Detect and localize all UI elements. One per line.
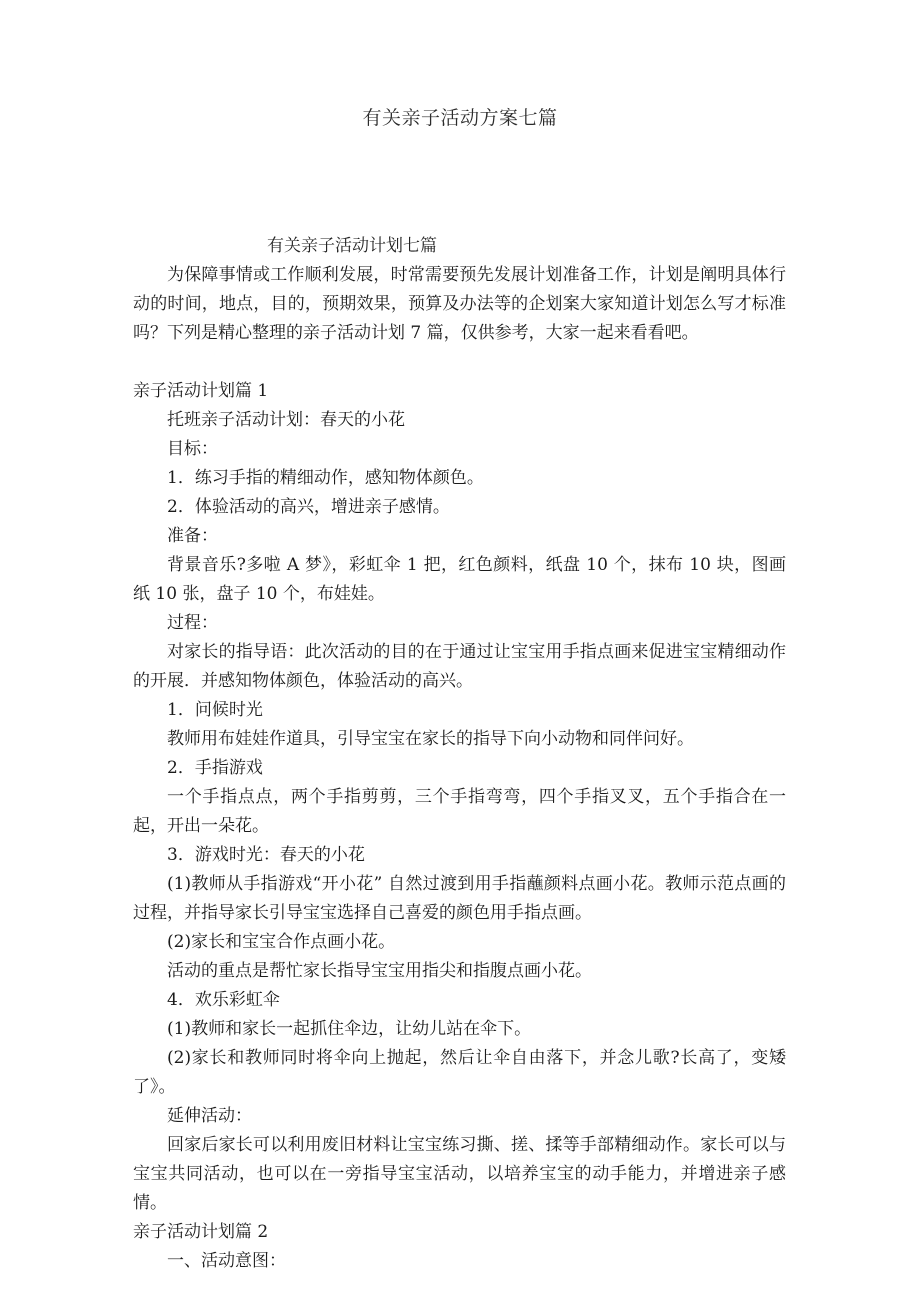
section-1-line-5: 准备： <box>167 526 218 546</box>
section-1-line-4: 2．体验活动的高兴，增进亲子感情。 <box>167 497 450 517</box>
section-1-line-9: 1．问候时光 <box>167 700 263 720</box>
section-1-line-6: 背景音乐?多啦 A 梦》，彩虹伞 1 把，红色颜料，纸盘 10 个，抹布 10 块，图画纸 10 张，盘子 10 个，布娃娃。 <box>133 555 786 604</box>
section-1-line-16: 活动的重点是帮忙家长指导宝宝用指尖和指腹点画小花。 <box>167 961 592 981</box>
intro-paragraph: 为保障事情或工作顺利发展，时常需要预先发展计划准备工作，计划是阐明具体行动的时间，地点，目的，预期效果，预算及办法等的企划案大家知道计划怎么写才标准吗？下列是精心整理的亲子活动计划 7 篇，仅供参考，大家一起来看看吧。 <box>133 265 786 343</box>
section-1-line-1: 托班亲子活动计划：春天的小花 <box>167 410 405 430</box>
section-1-line-18: (1)教师和家长一起抓住伞边，让幼儿站在伞下。 <box>167 1019 532 1039</box>
section-1-line-12: 一个手指点点，两个手指剪剪，三个手指弯弯，四个手指叉叉，五个手指合在一起，开出一朵花。 <box>133 787 786 836</box>
section-1-line-14: (1)教师从手指游戏“开小花” 自然过渡到用手指蘸颜料点画小花。教师示范点画的过程，并指导家长引导宝宝选择自己喜爱的颜色用手指点画。 <box>133 874 786 923</box>
page-title: 有关亲子活动方案七篇 <box>362 107 558 129</box>
document-body <box>133 232 786 1276</box>
document-subtitle: 有关亲子活动计划七篇 <box>267 236 437 256</box>
section-1-line-2: 目标： <box>167 439 218 459</box>
section-spacer <box>133 348 786 377</box>
section-1-line-20: 延伸活动： <box>167 1106 252 1126</box>
section-2-line-1: 一、活动意图： <box>167 1251 286 1271</box>
section-1-line-8: 对家长的指导语：此次活动的目的在于通过让宝宝用手指点画来促进宝宝精细动作的开展．并感知物体颜色，体验活动的高兴。 <box>133 642 786 691</box>
section-1-line-13: 3．游戏时光：春天的小花 <box>167 845 365 865</box>
section-heading-1: 亲子活动计划篇 1 <box>133 381 269 401</box>
section-1-line-15: (2)家长和宝宝合作点画小花。 <box>167 932 396 952</box>
section-1-line-3: 1．练习手指的精细动作，感知物体颜色。 <box>167 468 484 488</box>
section-1-line-10: 教师用布娃娃作道具，引导宝宝在家长的指导下向小动物和同伴问好。 <box>167 729 694 749</box>
section-1-line-21: 回家后家长可以利用废旧材料让宝宝练习撕、搓、揉等手部精细动作。家长可以与宝宝共同活动，也可以在一旁指导宝宝活动，以培养宝宝的动手能力，并增进亲子感情。 <box>133 1135 786 1213</box>
section-1-line-7: 过程： <box>167 613 218 633</box>
section-1-line-19: (2)家长和教师同时将伞向上抛起，然后让伞自由落下，并念儿歌?长高了，变矮了》。 <box>133 1048 786 1097</box>
section-1-line-11: 2．手指游戏 <box>167 758 263 778</box>
section-heading-2: 亲子活动计划篇 2 <box>133 1222 269 1242</box>
section-1-line-17: 4．欢乐彩虹伞 <box>167 990 280 1010</box>
